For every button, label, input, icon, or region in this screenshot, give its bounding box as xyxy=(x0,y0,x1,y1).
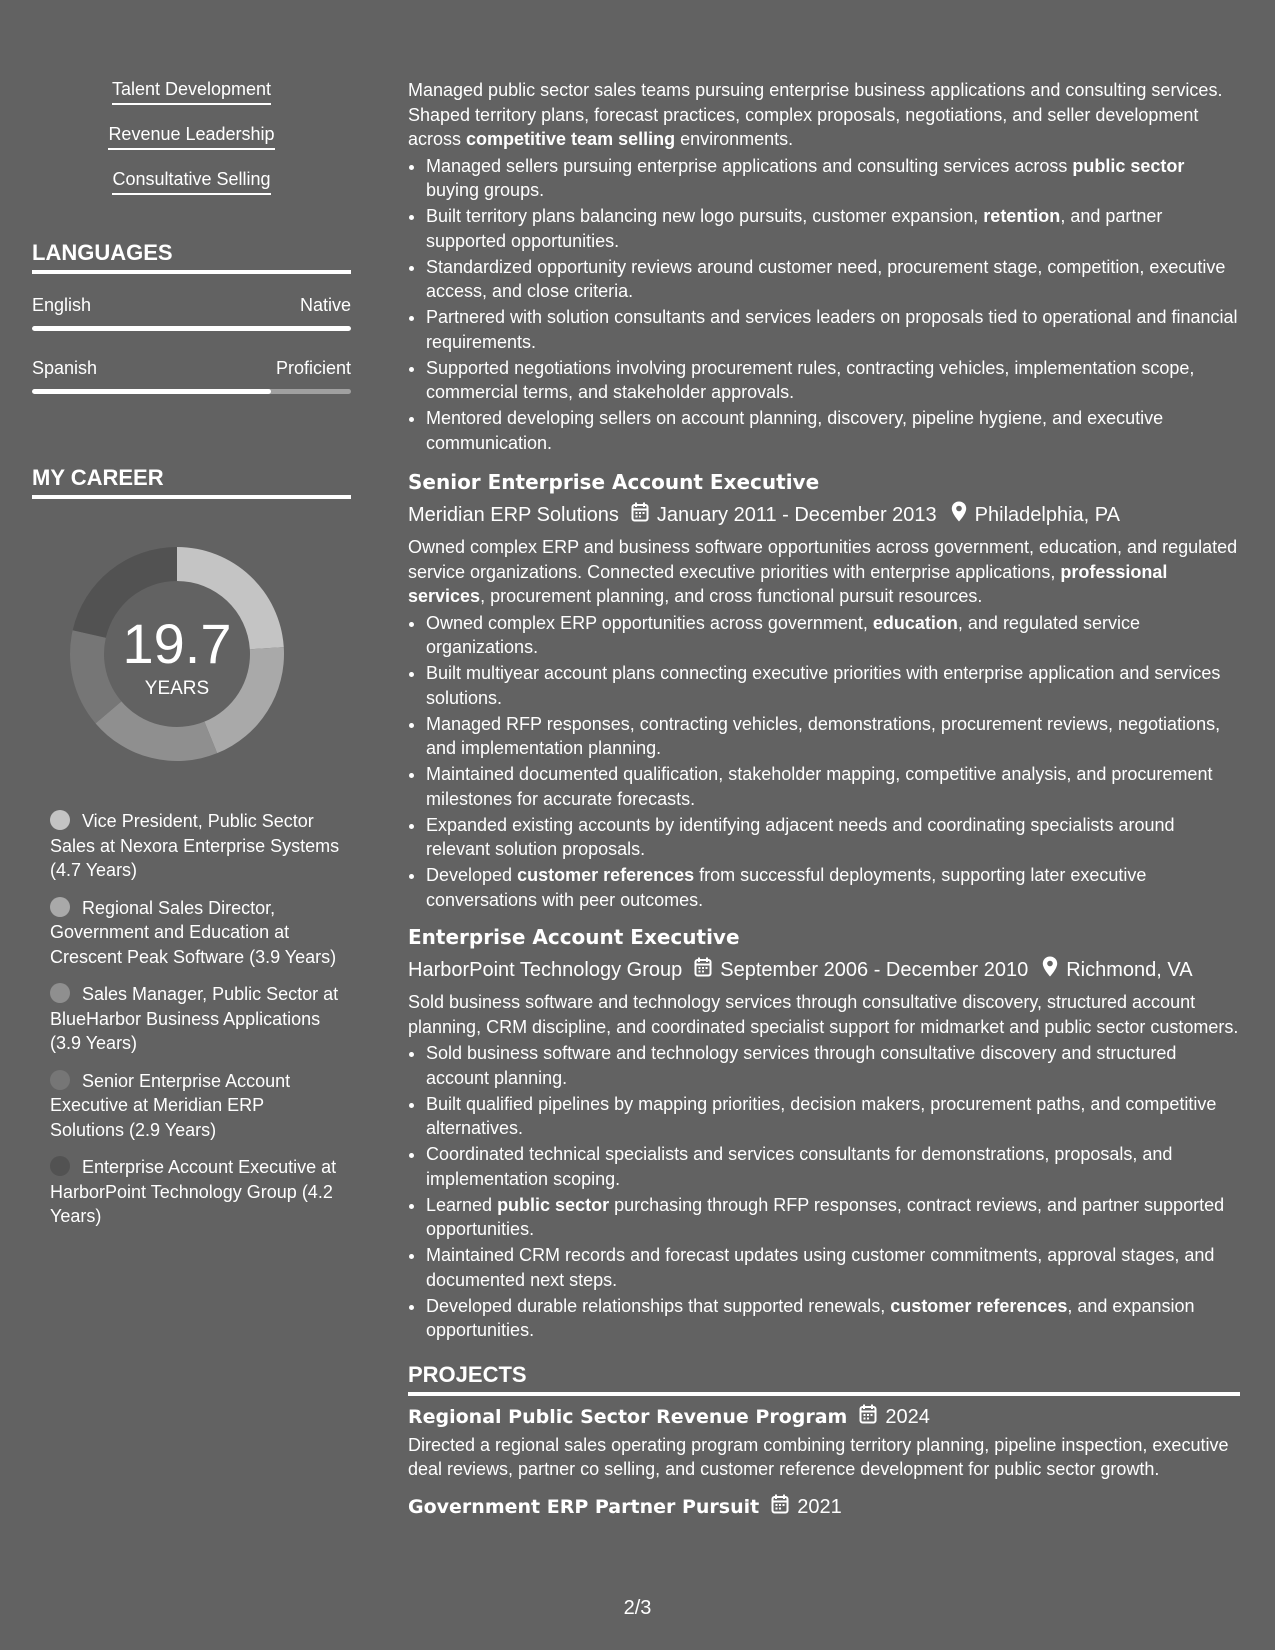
job-summary: Owned complex ERP and business software opportunities across government, education, and regulated service organizations. Connected executive priorities with enterprise applications, professional services, procurement planning, and cross functional pursuit resources. xyxy=(408,537,1238,606)
language-name: Spanish xyxy=(32,358,98,378)
job-summary: Managed public sector sales teams pursuing enterprise business applications and consulting services. Shaped territory plans, forecast practices, complex proposals, negotiations, and seller development across competitive team selling environments. xyxy=(408,80,1223,149)
legend-dot xyxy=(50,897,70,917)
job-bullets xyxy=(408,154,1240,456)
language-name: English xyxy=(32,295,92,315)
bullet-item: • Mentored developing sellers on account planning, discovery, pipeline hygiene, and executive communication. xyxy=(426,406,1240,455)
career-donut-chart xyxy=(62,539,292,769)
project-year: 2024 xyxy=(885,1406,930,1428)
bullet-item: • Sold business software and technology services through consultative discovery and structured account planning. xyxy=(426,1041,1240,1090)
job-summary: Sold business software and technology services through consultative discovery, structured account planning, CRM discipline, and coordinated specialist support for midmarket and public sector customers. xyxy=(408,992,1239,1037)
skill-talent-development[interactable]: Talent Development xyxy=(112,78,271,105)
language-level: Proficient xyxy=(275,358,351,378)
career-total-value: 19.7 xyxy=(122,612,232,675)
bullet-item: • Maintained CRM records and forecast updates using customer commitments, approval stages, and documented next steps. xyxy=(426,1243,1240,1292)
job-dates: January 2011 - December 2013 xyxy=(656,504,937,526)
skills-list xyxy=(32,78,351,195)
legend-dot xyxy=(50,810,70,830)
calendar-icon xyxy=(859,1404,877,1431)
job-location: Philadelphia, PA xyxy=(974,504,1120,526)
bullet-item: • Built multiyear account plans connecting executive priorities with enterprise application and services solutions. xyxy=(426,661,1240,710)
skill-revenue-leadership[interactable]: Revenue Leadership xyxy=(108,123,274,150)
career-legend xyxy=(50,809,340,1229)
legend-label: Regional Sales Director, Government and Education at Crescent Peak Software (3.9 Years) xyxy=(50,897,337,967)
languages-heading: LANGUAGES xyxy=(32,239,351,274)
calendar-icon xyxy=(694,957,712,984)
career-legend-item xyxy=(50,809,340,883)
bullet-item: • Maintained documented qualification, stakeholder mapping, competitive analysis, and procurement milestones for accurate forecasts. xyxy=(426,762,1240,811)
job-meta xyxy=(408,501,1240,529)
bullet-item: • Developed customer references from successful deployments, supporting later executive conversations with peer outcomes. xyxy=(426,863,1240,912)
bullet-item: • Partnered with solution consultants and services leaders on proposals tied to operational and financial requirements. xyxy=(426,305,1240,354)
project-year: 2021 xyxy=(797,1496,842,1518)
project-name: Government ERP Partner Pursuit xyxy=(408,1496,760,1518)
legend-label: Senior Enterprise Account Executive at Meridian ERP Solutions (2.9 Years) xyxy=(50,1070,291,1140)
map-pin-icon xyxy=(951,501,967,529)
career-total-unit: YEARS xyxy=(144,678,210,699)
bullet-item: • Coordinated technical specialists and services consultants for demonstrations, proposals, and implementation scoping. xyxy=(426,1142,1240,1191)
skill-consultative-selling[interactable]: Consultative Selling xyxy=(112,168,270,195)
language-level: Native xyxy=(299,295,351,315)
bullet-item: • Learned public sector purchasing through RFP responses, contract reviews, and partner supported opportunities. xyxy=(426,1193,1240,1242)
calendar-icon xyxy=(771,1494,789,1521)
bullet-item: • Managed RFP responses, contracting vehicles, demonstrations, procurement reviews, negotiations, and implementation planning. xyxy=(426,712,1240,761)
legend-label: Vice President, Public Sector Sales at Nexora Enterprise Systems (4.7 Years) xyxy=(50,811,340,880)
bullet-item: • Owned complex ERP opportunities across government, education, and regulated service organizations. xyxy=(426,611,1240,660)
language-proficiency-bar xyxy=(32,326,351,331)
page-number: 2/3 xyxy=(623,1597,652,1619)
bullet-item: • Built territory plans balancing new logo pursuits, customer expansion, retention, and partner supported opportunities. xyxy=(426,204,1240,253)
job-dates: September 2006 - December 2010 xyxy=(720,959,1029,981)
bullet-item: • Expanded existing accounts by identifying adjacent needs and coordinating specialists around relevant solution proposals. xyxy=(426,813,1240,862)
project-name: Regional Public Sector Revenue Program xyxy=(408,1406,848,1428)
career-legend-item xyxy=(50,1155,340,1229)
legend-dot xyxy=(50,983,70,1003)
job-company: HarborPoint Technology Group xyxy=(408,959,683,981)
job-title: Enterprise Account Executive xyxy=(408,925,740,949)
job-bullets xyxy=(408,611,1240,913)
sidebar xyxy=(32,78,351,1242)
bullet-item: • Built qualified pipelines by mapping priorities, decision makers, procurement paths, and competitive alternatives. xyxy=(426,1092,1240,1141)
legend-label: Enterprise Account Executive at HarborPoint Technology Group (4.2 Years) xyxy=(50,1157,337,1226)
project-description: Directed a regional sales operating program combining territory planning, pipeline inspection, executive deal reviews, partner co selling, and customer reference development for public sector growth. xyxy=(408,1434,1229,1479)
bullet-item: • Developed durable relationships that supported renewals, customer references, and expansion opportunities. xyxy=(426,1294,1240,1343)
bullet-item: • Managed sellers pursuing enterprise applications and consulting services across public sector buying groups. xyxy=(426,154,1240,203)
legend-dot xyxy=(50,1156,70,1176)
language-english xyxy=(32,294,351,331)
language-proficiency-fill xyxy=(32,326,351,331)
job-bullets xyxy=(408,1041,1240,1343)
career-total xyxy=(62,539,292,769)
career-legend-item xyxy=(50,896,340,970)
career-heading: MY CAREER xyxy=(32,464,351,499)
job-location: Richmond, VA xyxy=(1066,959,1193,981)
job-meta xyxy=(408,956,1240,984)
map-pin-icon xyxy=(1042,956,1058,984)
career-legend-item xyxy=(50,1069,340,1143)
main-content xyxy=(408,78,1240,1521)
project-title xyxy=(408,1494,1240,1521)
language-proficiency-fill xyxy=(32,389,271,394)
project-title xyxy=(408,1404,1240,1431)
calendar-icon xyxy=(631,502,649,529)
bullet-item: • Standardized opportunity reviews around customer need, procurement stage, competition, executive access, and close criteria. xyxy=(426,255,1240,304)
job-title: Senior Enterprise Account Executive xyxy=(408,470,820,494)
bullet-item: • Supported negotiations involving procurement rules, contracting vehicles, implementation scope, commercial terms, and stakeholder approvals. xyxy=(426,356,1240,405)
language-spanish xyxy=(32,357,351,394)
career-legend-item xyxy=(50,982,340,1056)
legend-label: Sales Manager, Public Sector at BlueHarbor Business Applications (3.9 Years) xyxy=(50,984,339,1053)
legend-dot xyxy=(50,1070,70,1090)
language-proficiency-bar xyxy=(32,389,351,394)
projects-heading: PROJECTS xyxy=(408,1361,1240,1396)
job-company: Meridian ERP Solutions xyxy=(408,504,619,526)
